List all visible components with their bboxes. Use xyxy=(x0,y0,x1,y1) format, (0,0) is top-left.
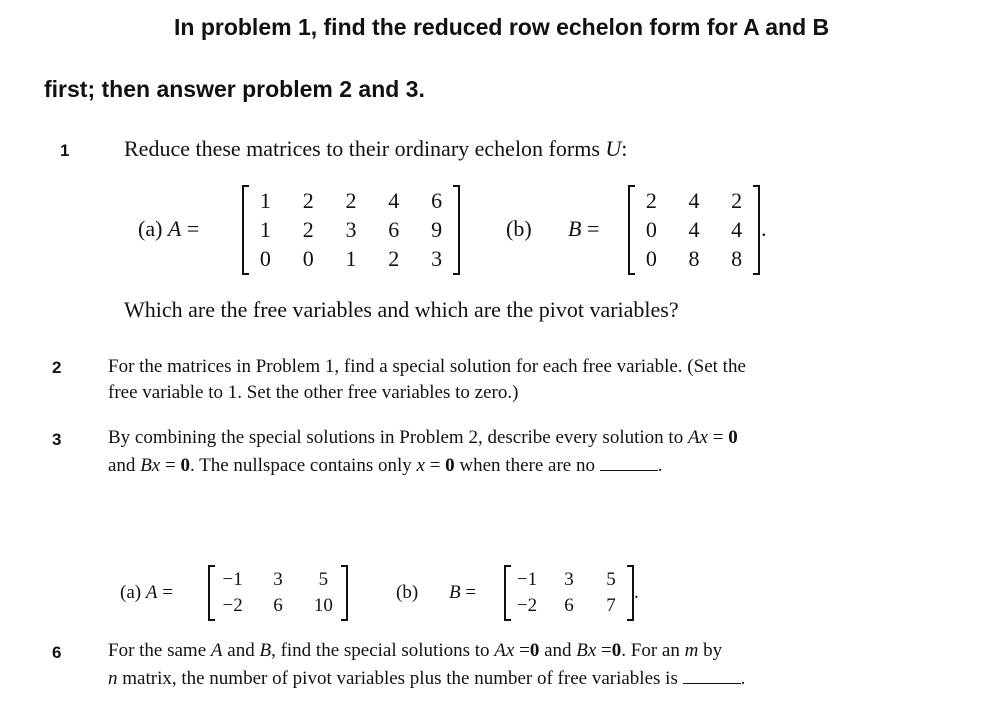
small-matrix-b xyxy=(504,567,634,619)
matrix-b-period: . xyxy=(761,216,767,241)
p3-text-a: By combining the special solutions in Problem 2, describe every solution to xyxy=(108,427,688,448)
label-b: (b) xyxy=(506,216,532,241)
p6-b: , find the special solutions to xyxy=(271,640,495,661)
matrix-b-label xyxy=(568,216,599,242)
matrix-entry: 4 xyxy=(688,216,700,242)
left-bracket xyxy=(242,185,249,275)
matrix-entry: 9 xyxy=(431,216,443,242)
right-bracket xyxy=(753,185,760,275)
matrix-entry: 1 xyxy=(259,188,271,214)
small-eq-b: = xyxy=(465,582,477,603)
matrix-b xyxy=(628,187,760,273)
matrix-entry: 0 xyxy=(259,245,271,271)
matrix-entry: 1 xyxy=(259,216,271,242)
matrix-entry: 2 xyxy=(302,216,314,242)
matrix-entry: 2 xyxy=(345,188,357,214)
p6-B: B xyxy=(259,640,272,661)
matrix-entry: −1 xyxy=(516,569,538,590)
small-label-b: (b) xyxy=(396,582,419,603)
matrix-entry: 5 xyxy=(606,569,616,590)
problem-3-line-2 xyxy=(108,454,662,477)
p3-eq3: = xyxy=(424,455,446,476)
p6-ax: Ax xyxy=(494,640,515,661)
p6-A: A xyxy=(210,640,223,661)
p6-by: by xyxy=(698,640,723,661)
small-var-a: A xyxy=(145,582,158,603)
problem-1-prompt xyxy=(124,136,627,162)
matrix-entry: 10 xyxy=(313,595,333,616)
matrix-entry: 6 xyxy=(273,595,283,616)
problem-6-line-2 xyxy=(108,667,745,690)
matrix-entry: 5 xyxy=(318,569,329,590)
p6-m: m xyxy=(684,640,699,661)
problem-2-line-1: For the matrices in Problem 1, find a special solution for each free variable. (Set the xyxy=(108,356,746,377)
problem-3-number: 3 xyxy=(52,430,62,449)
small-b-prefix xyxy=(396,582,418,604)
label-a: (a) xyxy=(138,216,163,241)
p3-zero: 0 xyxy=(728,427,738,448)
small-matrix-a xyxy=(208,567,348,619)
p6-c: . For an xyxy=(621,640,685,661)
right-bracket xyxy=(453,185,460,275)
right-bracket xyxy=(627,565,634,621)
matrix-entry: 3 xyxy=(345,216,357,242)
matrix-entry: −1 xyxy=(222,569,243,590)
p6-a: For the same xyxy=(108,640,211,661)
p3-mid: . The nullspace contains only xyxy=(189,455,417,476)
p3-zero3: 0 xyxy=(445,455,455,476)
matrix-entry: 4 xyxy=(388,188,400,214)
matrix-entry: 3 xyxy=(273,569,283,590)
p3-zero2: 0 xyxy=(180,455,190,476)
right-bracket xyxy=(341,565,348,621)
small-var-b: B xyxy=(449,582,461,603)
p3-eq: = xyxy=(708,427,729,448)
matrix-entry: 4 xyxy=(688,188,700,214)
matrix-entry: 3 xyxy=(431,245,443,271)
p6-zero: 0 xyxy=(529,640,540,661)
small-b-period: . xyxy=(634,582,639,603)
prompt-colon: : xyxy=(621,136,628,161)
matrix-entry: 4 xyxy=(731,216,743,242)
p6-dot: . xyxy=(740,668,746,689)
matrix-entry: 6 xyxy=(431,188,443,214)
small-a-label xyxy=(120,582,173,604)
left-bracket xyxy=(628,185,635,275)
matrix-entry: 1 xyxy=(345,245,357,271)
matrix-a xyxy=(242,187,460,273)
left-bracket xyxy=(504,565,511,621)
p3-end: when there are no xyxy=(454,455,600,476)
matrix-entry: 6 xyxy=(388,216,400,242)
matrix-entry: 0 xyxy=(302,245,314,271)
problem-6-line-1 xyxy=(108,640,722,662)
p3-bx: Bx xyxy=(140,455,161,476)
p6-bx: Bx xyxy=(576,640,597,661)
small-b-label xyxy=(449,582,476,604)
matrix-b-prefix xyxy=(506,216,532,242)
problem-3-line-1 xyxy=(108,427,738,449)
problem-1-number: 1 xyxy=(60,141,70,160)
answer-blank xyxy=(600,454,658,471)
equals: = xyxy=(186,216,200,241)
problem-2-number: 2 xyxy=(52,358,62,377)
p6-and2: and xyxy=(539,640,577,661)
matrix-entry: 2 xyxy=(388,245,400,271)
matrix-a-label xyxy=(138,216,199,242)
matrix-entry: 2 xyxy=(302,188,314,214)
matrix-entry: 6 xyxy=(564,595,574,616)
p6-eq: = xyxy=(514,640,530,661)
problem-6-number: 6 xyxy=(52,643,62,662)
p3-x: x xyxy=(416,455,425,476)
p6-and: and xyxy=(222,640,260,661)
prompt-var-u: U xyxy=(605,136,622,161)
matrix-entry: 3 xyxy=(564,569,574,590)
small-label-a: (a) xyxy=(120,582,142,603)
p3-and: and xyxy=(108,455,141,476)
p6-zero2: 0 xyxy=(611,640,622,661)
p3-dot: . xyxy=(657,455,663,476)
matrix-entry: 0 xyxy=(645,216,657,242)
p3-ax: Ax xyxy=(687,427,708,448)
p6-eq2: = xyxy=(596,640,612,661)
matrix-entry: 0 xyxy=(645,245,657,271)
header-line-2: first; then answer problem 2 and 3. xyxy=(44,76,425,102)
p6-line2: matrix, the number of pivot variables plus the number of free variables is xyxy=(117,668,683,689)
matrix-entry: 7 xyxy=(606,595,616,616)
prompt-text: Reduce these matrices to their ordinary echelon forms xyxy=(124,136,606,161)
header-line-1: In problem 1, find the reduced row echelon form for A and B xyxy=(174,14,830,40)
small-eq-a: = xyxy=(162,582,173,603)
var-a: A xyxy=(167,216,182,241)
p6-n: n xyxy=(108,668,118,689)
matrix-entry: 8 xyxy=(688,245,700,271)
problem-2-line-2: free variable to 1. Set the other free variables to zero.) xyxy=(108,382,519,403)
var-b: B xyxy=(568,216,582,241)
matrix-entry: 8 xyxy=(731,245,743,271)
answer-blank-6 xyxy=(683,667,741,684)
left-bracket xyxy=(208,565,215,621)
matrix-entry: −2 xyxy=(222,595,243,616)
matrix-entry: 2 xyxy=(645,188,657,214)
matrix-entry: −2 xyxy=(516,595,538,616)
matrix-entry: 2 xyxy=(731,188,743,214)
equals: = xyxy=(586,216,600,241)
p3-eq2: = xyxy=(160,455,181,476)
problem-1-question: Which are the free variables and which are the pivot variables? xyxy=(124,297,679,322)
